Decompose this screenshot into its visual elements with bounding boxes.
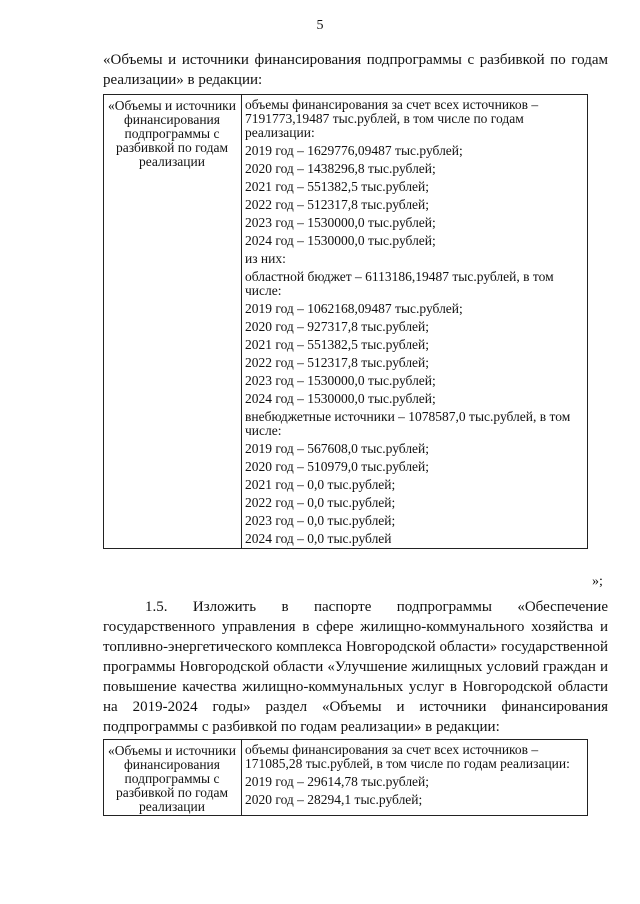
intro-paragraph: «Объемы и источники финансирования подпрограммы с разбивкой по годам реализации» в редакции: — [103, 52, 608, 88]
table1-row: 2019 год – 1629776,09487 тыс.рублей; — [245, 143, 463, 158]
table2-values-cell — [242, 740, 588, 816]
page-number: 5 — [316, 18, 324, 33]
table1-row: 2020 год – 927317,8 тыс.рублей; — [245, 319, 430, 334]
table-row — [104, 740, 588, 816]
table1-row: 2022 год – 512317,8 тыс.рублей; — [245, 197, 430, 212]
table1-row: объемы финансирования за счет всех источников – 7191773,19487 тыс.рублей, в том числе по годам реализации: — [245, 97, 539, 140]
table1-row: 2020 год – 1438296,8 тыс.рублей; — [245, 161, 436, 176]
funding-table-2 — [103, 739, 588, 816]
table2-row: 2020 год – 28294,1 тыс.рублей; — [245, 792, 423, 807]
funding-table-1 — [103, 94, 588, 549]
table1-left-header: «Объемы и источники финансирования подпрограммы с разбивкой по годам реализации — [104, 95, 242, 549]
closing-quote: »; — [592, 574, 603, 589]
table-row — [104, 95, 588, 549]
table1-row: 2023 год – 0,0 тыс.рублей; — [245, 513, 396, 528]
item-1-5-paragraph: 1.5. Изложить в паспорте подпрограммы «Обеспечение государственного управления в сфере жилищно-коммунального хозяйства и топливно-энергетического комплекса Новгородской области» государственной программы Новгородской области «Улучшение жилищных условий граждан и повышение качества жилищно-коммунальных услуг в Новгородской области на 2019-2024 годы» раздел «Объемы и источники финансирования подпрограммы с разбивкой по годам реализации» в редакции: — [103, 599, 608, 735]
table1-row: 2024 год – 1530000,0 тыс.рублей; — [245, 233, 436, 248]
table1-row: 2021 год – 551382,5 тыс.рублей; — [245, 337, 430, 352]
table1-values-cell — [242, 95, 588, 549]
table2-left-header: «Объемы и источники финансирования подпрограммы с разбивкой по годам реализации — [104, 740, 242, 816]
table1-row: 2024 год – 1530000,0 тыс.рублей; — [245, 391, 436, 406]
table1-row: внебюджетные источники – 1078587,0 тыс.рублей, в том числе: — [245, 409, 571, 438]
table1-row: 2022 год – 0,0 тыс.рублей; — [245, 495, 396, 510]
table2-row: объемы финансирования за счет всех источников – 171085,28 тыс.рублей, в том числе по годам реализации: — [245, 742, 570, 771]
table1-row: 2019 год – 567608,0 тыс.рублей; — [245, 441, 430, 456]
table1-row: областной бюджет – 6113186,19487 тыс.рублей, в том числе: — [245, 269, 554, 298]
table1-row: 2020 год – 510979,0 тыс.рублей; — [245, 459, 430, 474]
table1-row: 2023 год – 1530000,0 тыс.рублей; — [245, 373, 436, 388]
table1-row: 2021 год – 551382,5 тыс.рублей; — [245, 179, 430, 194]
table1-row: 2022 год – 512317,8 тыс.рублей; — [245, 355, 430, 370]
table1-row: 2024 год – 0,0 тыс.рублей — [245, 531, 392, 546]
table2-row: 2019 год – 29614,78 тыс.рублей; — [245, 774, 430, 789]
table1-row: 2023 год – 1530000,0 тыс.рублей; — [245, 215, 436, 230]
table1-row: 2019 год – 1062168,09487 тыс.рублей; — [245, 301, 463, 316]
table1-row: из них: — [245, 251, 286, 266]
table1-row: 2021 год – 0,0 тыс.рублей; — [245, 477, 396, 492]
